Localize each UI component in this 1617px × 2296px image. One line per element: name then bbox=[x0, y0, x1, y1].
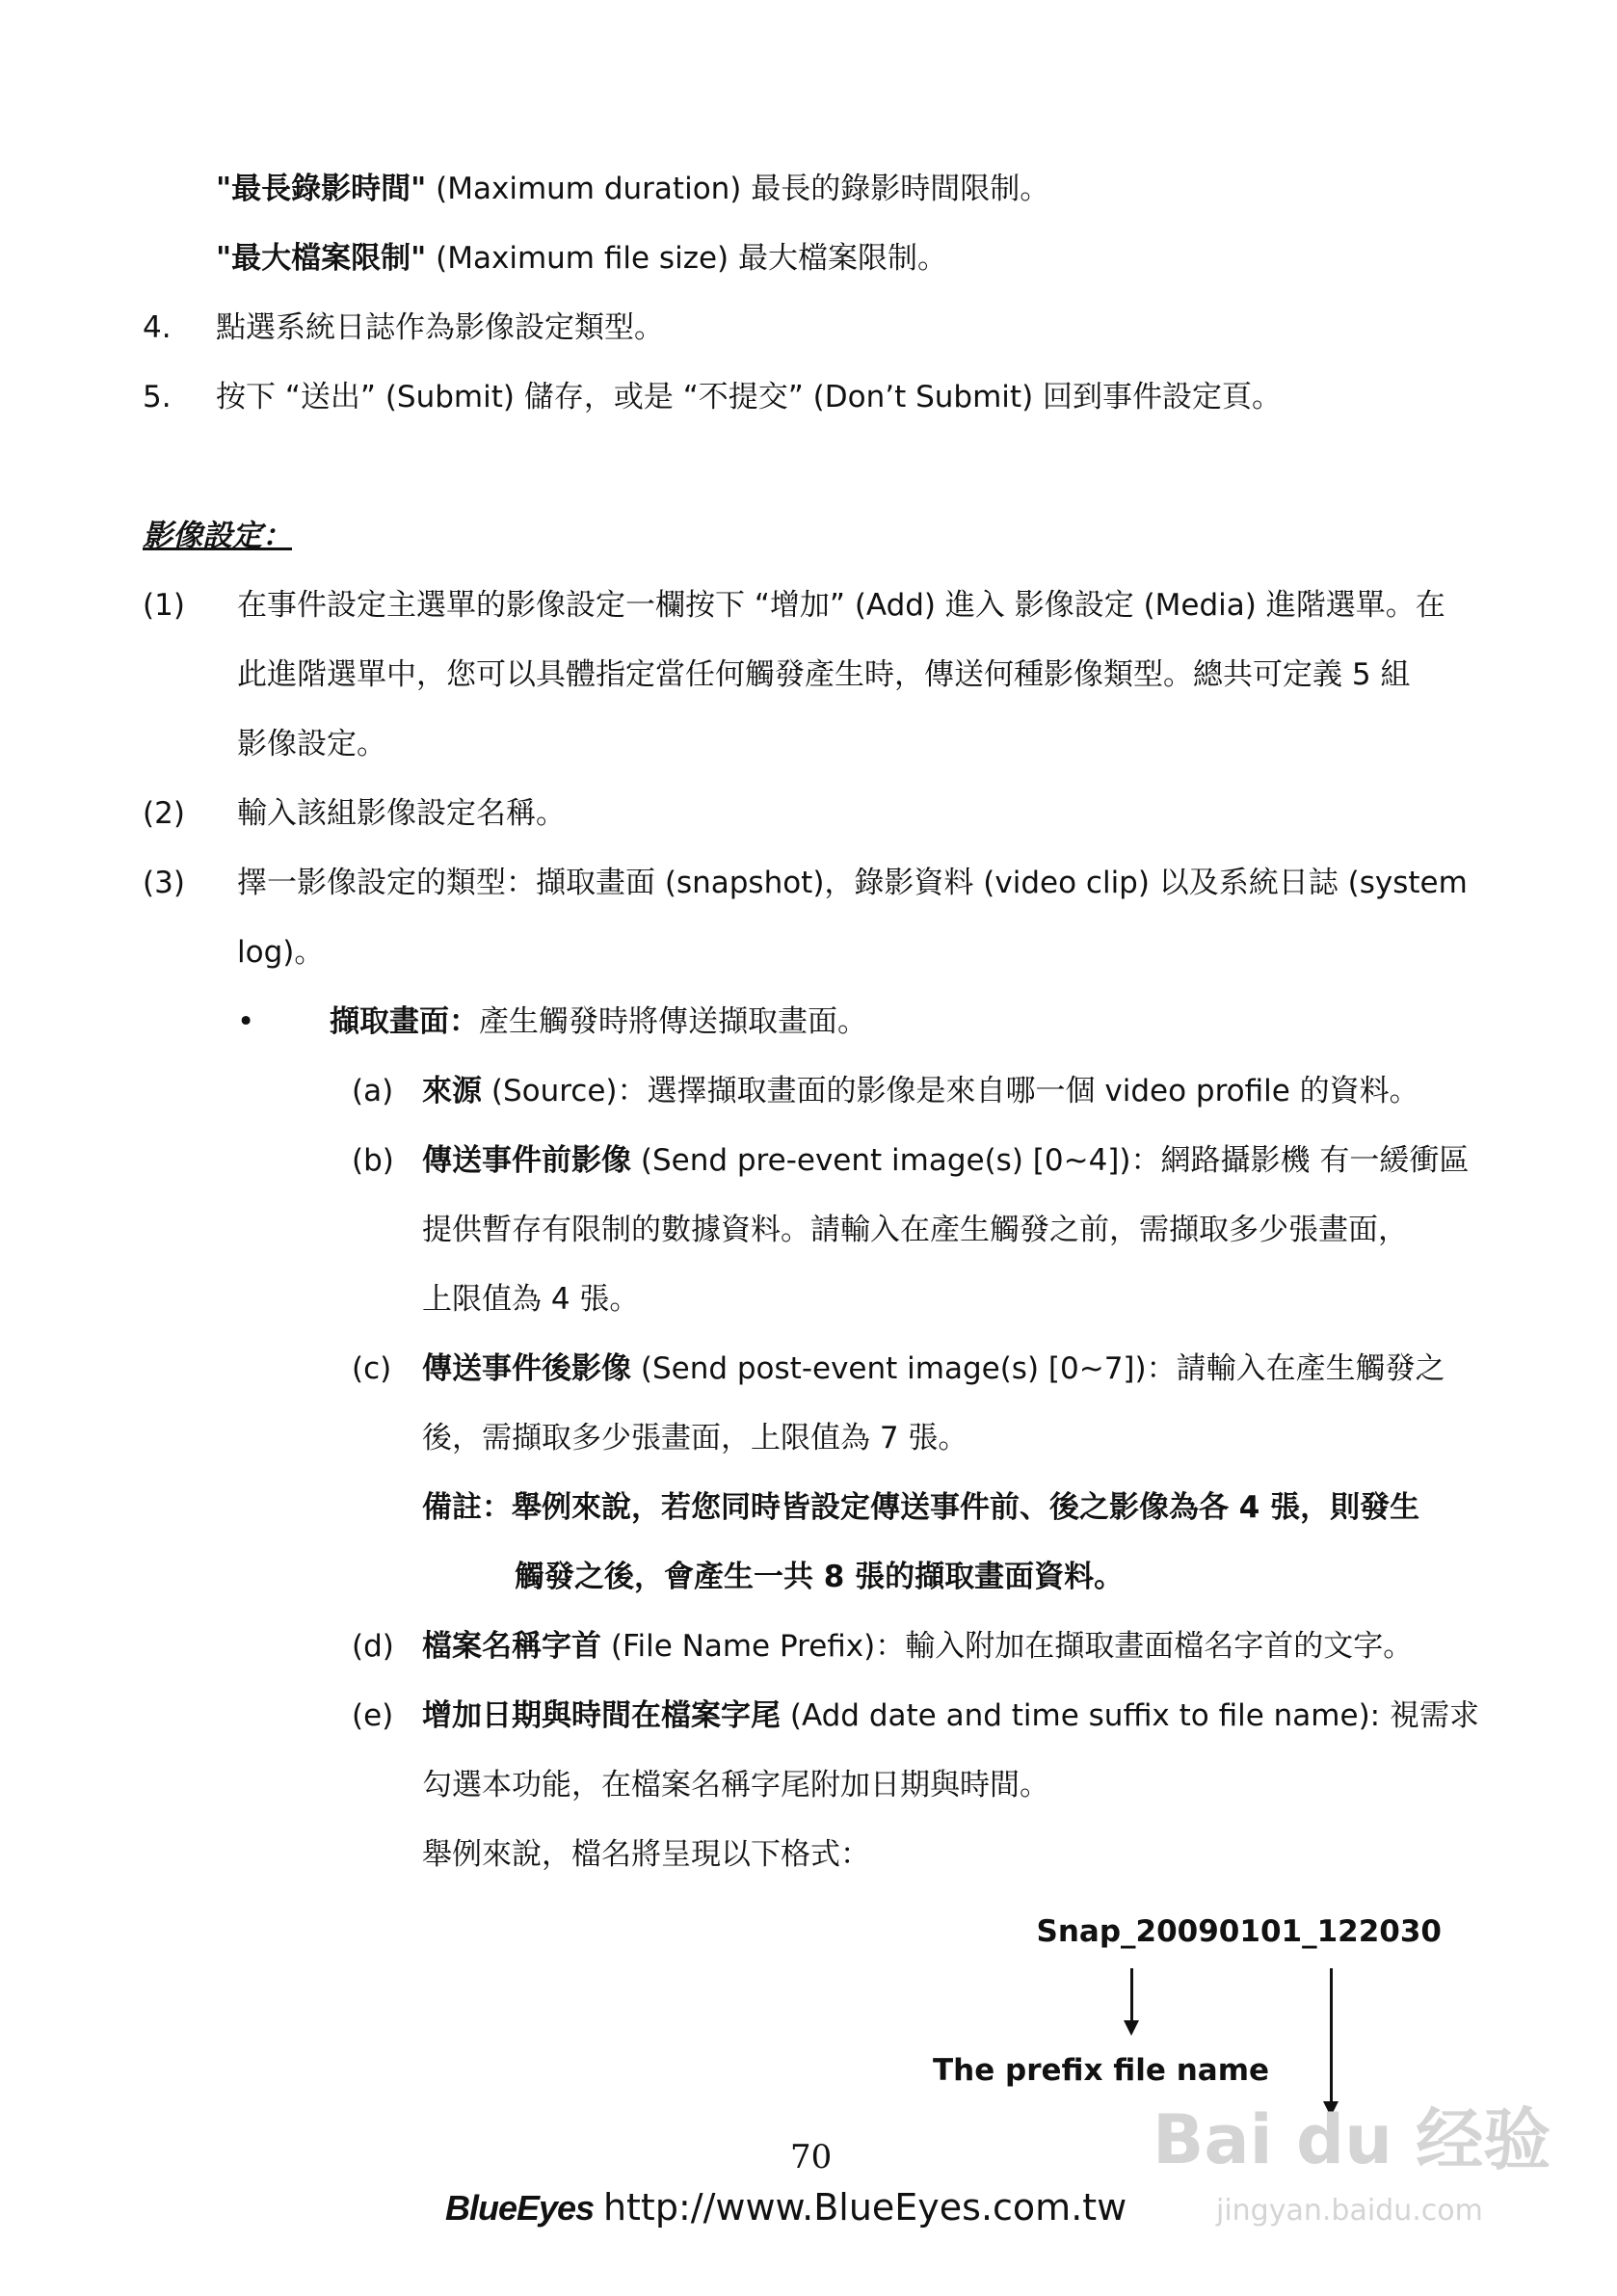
subitem-line bbox=[422, 1072, 1419, 1110]
note-line: 備註：舉例來說，若您同時皆設定傳送事件前、後之影像為各 4 張，則發生 bbox=[422, 1490, 1420, 1525]
subitem-label: 增加日期與時間在檔案字尾 bbox=[422, 1698, 781, 1733]
suffix-arrow-line bbox=[1330, 1968, 1333, 2103]
item-text-line: 在事件設定主選單的影像設定一欄按下 “增加” (Add) 進入 影像設定 (Media) 進階選單。在 bbox=[237, 588, 1445, 623]
subitem-text: (Send pre-event image(s) [0~4])：網路攝影機 有一緩衝區 bbox=[631, 1143, 1470, 1178]
max-duration-label: "最長錄影時間" bbox=[216, 172, 427, 206]
step-number: 5. bbox=[143, 380, 172, 414]
item-text-line: log)。 bbox=[237, 935, 325, 970]
page-number: 70 bbox=[790, 2138, 833, 2176]
item-number: (2) bbox=[143, 796, 185, 831]
subitem-text: (Send post-event image(s) [0~7])：請輸入在產生觸發之 bbox=[631, 1351, 1445, 1386]
subitem-label: 檔案名稱字首 bbox=[422, 1629, 601, 1664]
subitem-text-line: 提供暫存有限制的數據資料。請輸入在產生觸發之前，需擷取多少張畫面， bbox=[422, 1213, 1408, 1247]
bullet-label: 擷取畫面： bbox=[330, 1004, 479, 1039]
subitem-letter: (a) bbox=[352, 1074, 394, 1108]
subitem-letter: (c) bbox=[352, 1351, 392, 1386]
max-file-size-label: "最大檔案限制" bbox=[216, 241, 427, 276]
prefix-arrow-head bbox=[1124, 2020, 1139, 2036]
max-duration-line bbox=[216, 170, 1049, 208]
note-line: 觸發之後，會產生一共 8 張的擷取畫面資料。 bbox=[515, 1560, 1125, 1594]
section-title: 影像設定： bbox=[143, 519, 292, 553]
footer bbox=[445, 2186, 1127, 2229]
footer-url[interactable]: http://www.BlueEyes.com.tw bbox=[602, 2186, 1127, 2229]
item-text-line: 擇一影像設定的類型：擷取畫面 (snapshot)，錄影資料 (video clip) 以及系統日誌 (system bbox=[237, 866, 1468, 900]
max-file-size-text: (Maximum file size) 最大檔案限制。 bbox=[426, 241, 947, 276]
subitem-label: 來源 bbox=[422, 1074, 482, 1108]
subitem-letter: (e) bbox=[352, 1698, 394, 1733]
subitem-text-line: 上限值為 4 張。 bbox=[422, 1282, 640, 1317]
subitem-line bbox=[422, 1696, 1479, 1735]
subitem-text: (Add date and time suffix to file name): 視需求 bbox=[781, 1698, 1479, 1733]
item-text-line: 輸入該組影像設定名稱。 bbox=[237, 796, 566, 831]
prefix-arrow-line bbox=[1130, 1968, 1133, 2022]
example-filename: Snap_20090101_122030 bbox=[1036, 1914, 1442, 1949]
subitem-line bbox=[422, 1349, 1445, 1388]
brand-logo: BlueEyes bbox=[445, 2188, 595, 2228]
subitem-line bbox=[422, 1141, 1469, 1180]
subitem-label: 傳送事件前影像 bbox=[422, 1143, 631, 1178]
step-text: 按下 “送出” (Submit) 儲存，或是 “不提交” (Don’t Submit) 回到事件設定頁。 bbox=[216, 380, 1283, 414]
step-number: 4. bbox=[143, 310, 172, 345]
bullet-mark: • bbox=[237, 1004, 255, 1039]
max-file-size-line bbox=[216, 239, 947, 278]
step-text: 點選系統日誌作為影像設定類型。 bbox=[216, 310, 664, 345]
prefix-caption: The prefix file name bbox=[933, 2053, 1270, 2088]
subitem-text-line: 舉例來說，檔名將呈現以下格式： bbox=[422, 1837, 870, 1872]
watermark-site: jingyan.baidu.com bbox=[1216, 2194, 1483, 2228]
item-number: (3) bbox=[143, 866, 185, 900]
item-text-line: 此進階選單中，您可以具體指定當任何觸發產生時，傳送何種影像類型。總共可定義 5 組 bbox=[237, 657, 1411, 692]
bullet-line bbox=[330, 1002, 867, 1041]
subitem-text-line: 後，需擷取多少張畫面，上限值為 7 張。 bbox=[422, 1421, 968, 1455]
bullet-text: 產生觸發時將傳送擷取畫面。 bbox=[479, 1004, 867, 1039]
subitem-letter: (d) bbox=[352, 1629, 394, 1664]
subitem-text: (Source)：選擇擷取畫面的影像是來自哪一個 video profile 的資料。 bbox=[482, 1074, 1419, 1108]
subitem-letter: (b) bbox=[352, 1143, 394, 1178]
subitem-label: 傳送事件後影像 bbox=[422, 1351, 631, 1386]
watermark-logo: Bai du 经验 bbox=[1153, 2100, 1551, 2179]
item-text-line: 影像設定。 bbox=[237, 727, 386, 761]
subitem-text-line: 勾選本功能，在檔案名稱字尾附加日期與時間。 bbox=[422, 1768, 1049, 1802]
subitem-line bbox=[422, 1627, 1413, 1666]
max-duration-text: (Maximum duration) 最長的錄影時間限制。 bbox=[426, 172, 1050, 206]
subitem-text: (File Name Prefix)：輸入附加在擷取畫面檔名字首的文字。 bbox=[601, 1629, 1414, 1664]
item-number: (1) bbox=[143, 588, 185, 623]
